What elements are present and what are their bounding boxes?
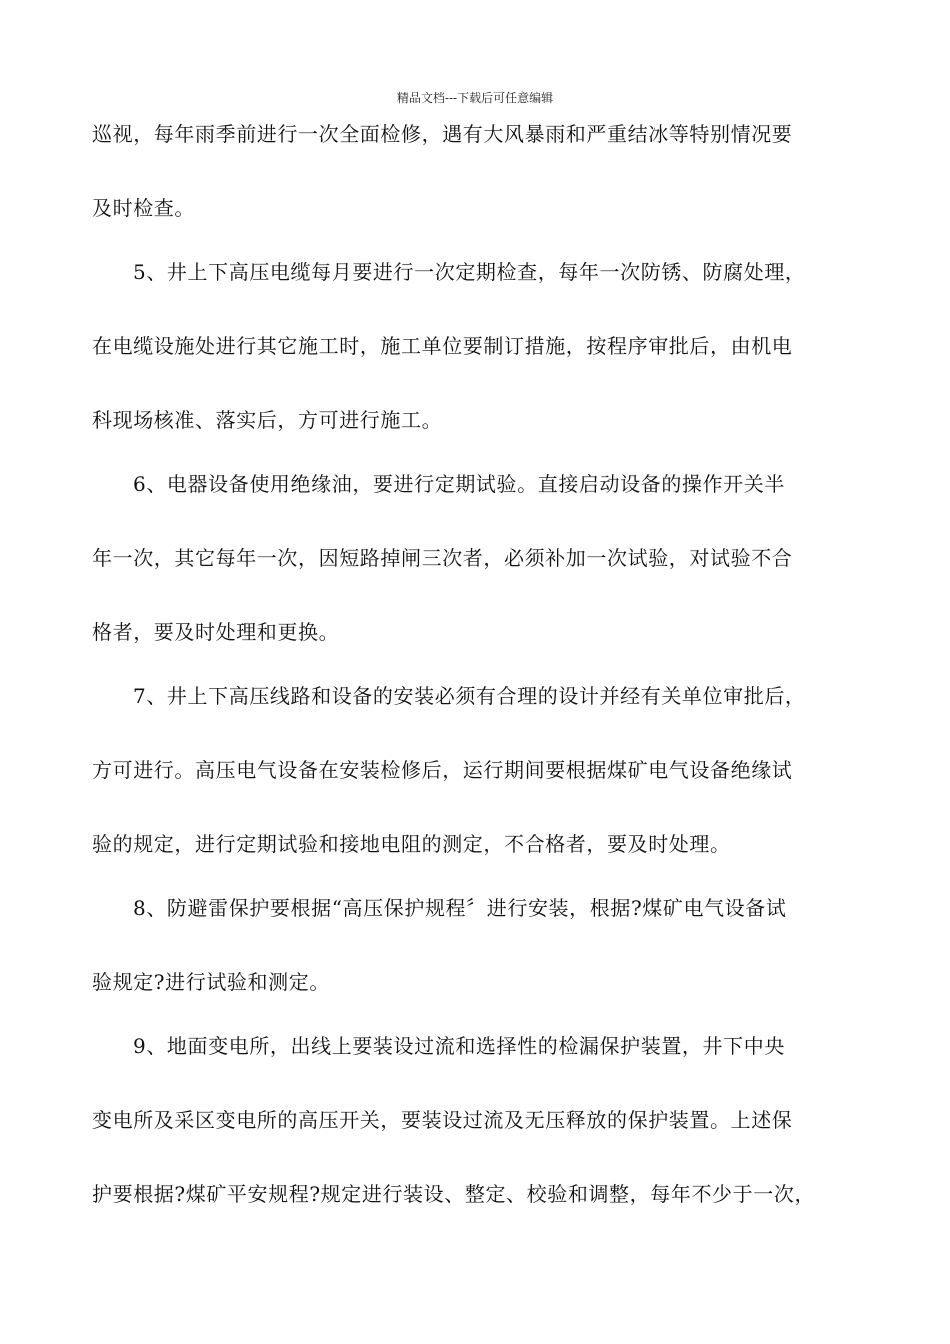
paragraph-7-start: 7、井上下高压线路和设备的安装必须有合理的设计并经有关单位审批后， xyxy=(133,684,806,708)
body-line: 验的规定，进行定期试验和接地电阻的测定，不合格者，要及时处理。 xyxy=(92,832,731,856)
body-line: 格者，要及时处理和更换。 xyxy=(92,620,340,644)
body-line: 科现场核准、落实后，方可进行施工。 xyxy=(92,408,443,432)
paragraph-6-start: 6、电器设备使用绝缘油，要进行定期试验。直接启动设备的操作开关半 xyxy=(133,472,785,496)
paragraph-9-start: 9、地面变电所，出线上要装设过流和选择性的检漏保护装置，井下中央 xyxy=(133,1034,785,1058)
body-line: 方可进行。高压电气设备在安装检修后，运行期间要根据煤矿电气设备绝缘试 xyxy=(92,758,793,782)
body-line: 及时检查。 xyxy=(92,196,195,220)
body-line: 变电所及采区变电所的高压开关，要装设过流及无压释放的保护装置。上述保 xyxy=(92,1108,793,1132)
paragraph-5-start: 5、井上下高压电缆每月要进行一次定期检查，每年一次防锈、防腐处理， xyxy=(133,260,806,284)
body-line: 验规定?进行试验和测定。 xyxy=(92,970,330,994)
page-header: 精品文档---下载后可任意编辑 xyxy=(396,91,554,105)
body-line: 在电缆设施处进行其它施工时，施工单位要制订措施，按程序审批后，由机电 xyxy=(92,334,793,358)
body-line: 护要根据?煤矿平安规程?规定进行装设、整定、校验和调整，每年不少于一次， xyxy=(92,1182,816,1206)
body-line: 年一次，其它每年一次，因短路掉闸三次者，必须补加一次试验，对试验不合 xyxy=(92,546,793,570)
body-line: 巡视，每年雨季前进行一次全面检修，遇有大风暴雨和严重结冰等特别情况要 xyxy=(92,122,793,146)
paragraph-8-start: 8、防避雷保护要根据“高压保护规程〞进行安装，根据?煤矿电气设备试 xyxy=(133,896,787,920)
